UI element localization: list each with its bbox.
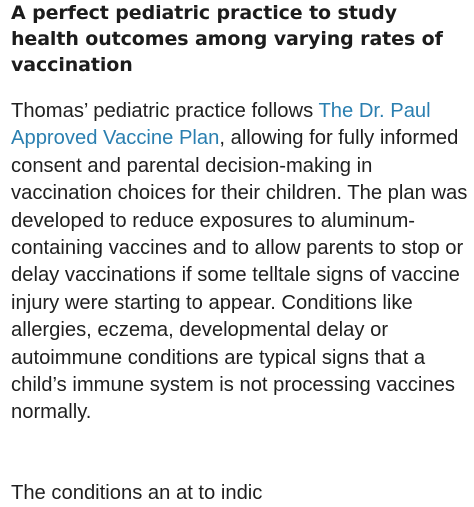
article-headline: A perfect pediatric practice to study health outcomes among varying rates of vaccination <box>11 2 443 76</box>
vaccine-plan-link[interactable]: The Dr. Paul Approved Vaccine Plan <box>11 100 431 150</box>
paragraph-text-body: , allowing for fully informed consent and parental decision-making in vaccination choices for their children. The plan was developed to reduce exposures to aluminum-containing vaccines and to allow parents to stop or delay vaccinations if some telltale signs of vaccine injury were starting to appear. Conditions like allergies, eczema, developmental delay or autoimmune conditions are typical signs that a child’s immune system is not processing vaccines normally. <box>11 127 468 424</box>
next-paragraph-partial: The conditions an at to indic <box>11 482 263 504</box>
paragraph-text-intro: Thomas’ pediatric practice follows <box>11 100 319 122</box>
article <box>11 0 471 427</box>
article-paragraph <box>11 98 471 427</box>
